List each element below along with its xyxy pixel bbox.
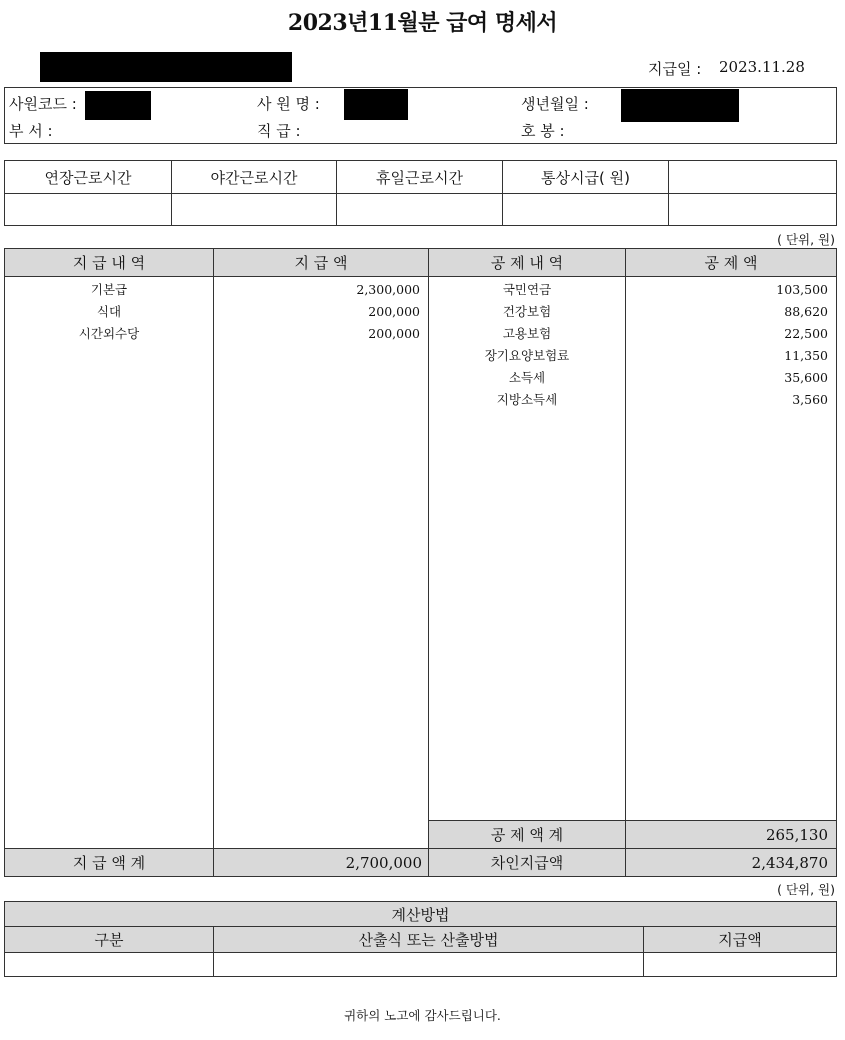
redacted-employee-code <box>85 91 151 120</box>
deduction-item-amount: 35,600 <box>784 370 828 385</box>
grade-label: 호 봉 : <box>521 122 565 140</box>
redacted-company-name <box>40 52 292 82</box>
deduction-item-amount: 88,620 <box>784 304 828 319</box>
deduction-item-name: 장기요양보험료 <box>484 348 570 363</box>
pay-date-value: 2023.11.28 <box>719 58 805 76</box>
formula-header: 산출식 또는 산출방법 <box>214 927 644 953</box>
employee-name-label: 사 원 명 : <box>257 95 320 113</box>
blank-header <box>669 161 837 194</box>
amount-value <box>644 953 837 977</box>
deduction-items-column <box>429 277 626 821</box>
calculation-method-table <box>4 901 837 977</box>
payment-items-header: 지 급 내 역 <box>5 249 214 277</box>
deduction-item-name: 국민연금 <box>502 282 552 297</box>
rank-label: 직 급 : <box>257 122 301 140</box>
deduction-item-amount: 11,350 <box>784 348 828 363</box>
employee-code-label: 사원코드 : <box>9 95 77 113</box>
overtime-hours-value <box>5 194 172 226</box>
payment-total-label: 지 급 액 계 <box>5 849 214 877</box>
redacted-birth-date <box>621 89 739 122</box>
night-hours-value <box>172 194 337 226</box>
deduction-item-amount: 3,560 <box>792 392 828 407</box>
unit-label: ( 단위, 원) <box>777 232 835 247</box>
deduction-item-amount: 103,500 <box>776 282 828 297</box>
pay-statement-table <box>4 248 837 877</box>
night-hours-header: 야간근로시간 <box>172 161 337 194</box>
deduction-total-label: 공 제 액 계 <box>429 821 626 849</box>
net-pay-label: 차인지급액 <box>429 849 626 877</box>
deduction-amount-header: 공 제 액 <box>626 249 837 277</box>
deduction-amounts-column <box>626 277 837 821</box>
category-value <box>5 953 214 977</box>
unit-label: ( 단위, 원) <box>777 882 835 897</box>
calculation-method-title: 계산방법 <box>5 902 837 927</box>
department-label: 부 서 : <box>9 122 53 140</box>
formula-value <box>214 953 644 977</box>
hourly-wage-header: 통상시급( 원) <box>503 161 669 194</box>
page-title: 2023년11월분 급여 명세서 <box>287 10 558 36</box>
birth-date-label: 생년월일 : <box>521 95 589 113</box>
payment-item-amount: 200,000 <box>368 326 420 341</box>
pay-date-label: 지급일 : <box>648 60 702 78</box>
net-pay-value: 2,434,870 <box>626 849 837 877</box>
payment-item-name: 기본급 <box>90 282 128 297</box>
payment-item-amount: 2,300,000 <box>356 282 420 297</box>
deduction-item-name: 건강보험 <box>502 304 552 319</box>
deduction-item-name: 고용보험 <box>502 326 552 341</box>
work-hours-table <box>4 160 837 226</box>
deduction-item-name: 지방소득세 <box>496 392 558 407</box>
overtime-hours-header: 연장근로시간 <box>5 161 172 194</box>
deduction-items-header: 공 제 내 역 <box>429 249 626 277</box>
amount-header: 지급액 <box>644 927 837 953</box>
deduction-total-value: 265,130 <box>626 821 837 849</box>
thank-you-note: 귀하의 노고에 감사드립니다. <box>344 1008 501 1023</box>
payment-items-column <box>5 277 214 849</box>
deduction-item-name: 소득세 <box>508 370 546 385</box>
holiday-hours-value <box>337 194 503 226</box>
redacted-employee-name <box>344 89 408 120</box>
payment-item-name: 식대 <box>96 304 122 319</box>
employee-info-box <box>4 87 837 144</box>
blank-value <box>669 194 837 226</box>
payment-amounts-column <box>214 277 429 849</box>
hourly-wage-value <box>503 194 669 226</box>
holiday-hours-header: 휴일근로시간 <box>337 161 503 194</box>
deduction-item-amount: 22,500 <box>784 326 828 341</box>
category-header: 구분 <box>5 927 214 953</box>
payment-item-name: 시간외수당 <box>78 326 140 341</box>
payment-total-value: 2,700,000 <box>214 849 429 877</box>
payment-item-amount: 200,000 <box>368 304 420 319</box>
payment-amount-header: 지 급 액 <box>214 249 429 277</box>
